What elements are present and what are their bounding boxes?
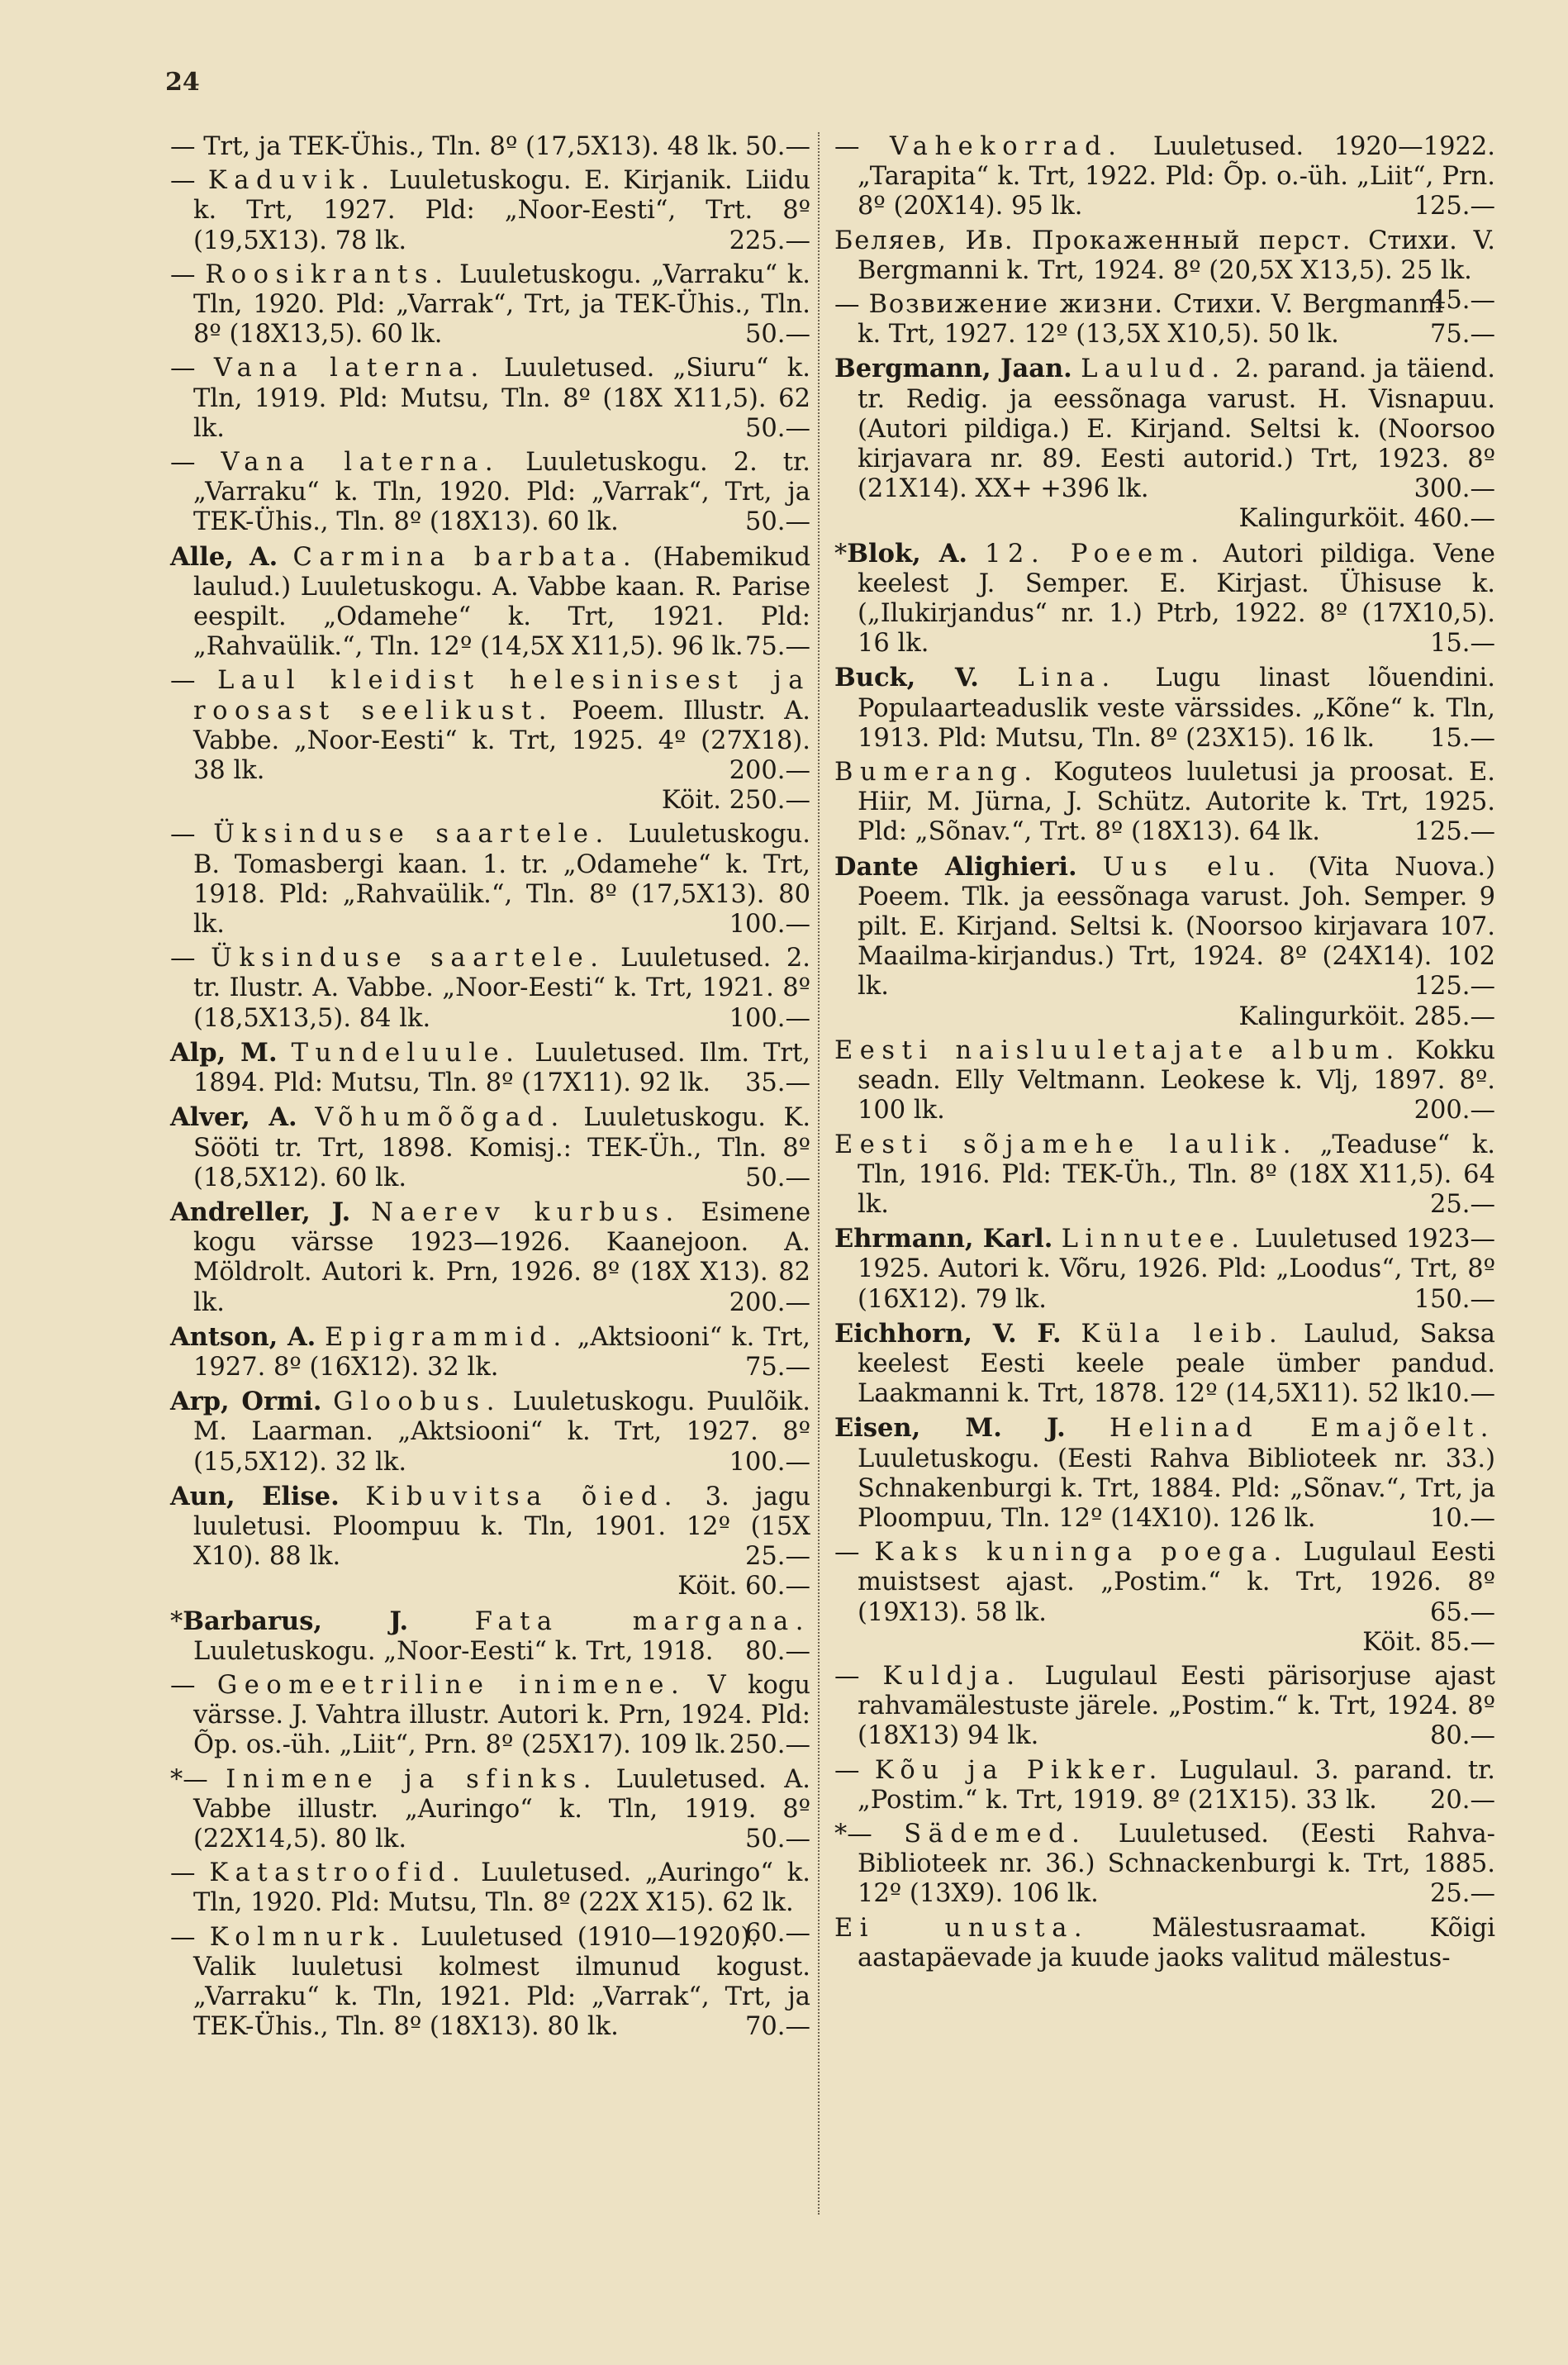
entry-price: 300.— [1414, 474, 1495, 504]
entry-price: 50.— [744, 1163, 810, 1192]
entry-text: Lugu linast lõuendini. Populaarteaduslik veste värssides. „Kõne“ k. Tln, 1913. Pld: Mutsu, Tln. 8º (23X15). 16 lk. [858, 664, 1495, 753]
bibliography-entry [170, 666, 810, 786]
dash-mark: — [834, 132, 890, 161]
entry-text: Koguteos luuletusi ja proosat. E. Hiir, M. Jürna, J. Schütz. Autorite k. Trt, 1925. Pld: „Sõnav.“, Trt. 8º (18X13). 64 lk. [858, 758, 1496, 847]
entry-title: Küla leib. [1081, 1319, 1285, 1349]
entry-title: Kaduvik. [207, 166, 377, 196]
entry-title: Vana laterna. [221, 448, 501, 478]
bibliography-entry [170, 1765, 810, 1855]
bibliography-entry [170, 1038, 810, 1098]
entry-text: Стихи. V. Bergmanni k. Trt, 1927. 12º (13,5X X10,5). 50 lk. [858, 290, 1443, 350]
bibliography-entry [170, 542, 810, 663]
entry-author: Buck, V. [834, 663, 979, 693]
bibliography-entry [170, 1197, 810, 1318]
bibliography-entry [834, 1036, 1495, 1126]
entry-price: 50.— [744, 132, 810, 161]
entry-author: Antson, A. [170, 1321, 316, 1352]
entry-price: 50.— [744, 1824, 810, 1853]
entry-price: 125.— [1414, 972, 1495, 1002]
bibliography-entry [834, 1130, 1495, 1221]
bibliography-entry [170, 448, 810, 538]
entry-price: 100.— [729, 1003, 810, 1033]
entry-text: Lugulaul. 3. parand. tr. „Postim.“ k. Trt, 1919. 8º (21X15). 33 lk. [858, 1755, 1495, 1815]
entry-text: Luuletuskogu. E. Kirjanik. Liidu k. Trt, 1927. Pld: „Noor-Eesti“, Trt. 8º (19,5X13). 78 lk. [193, 166, 810, 255]
entry-price: 80.— [744, 1636, 810, 1666]
entry-title: Katastroofid. [209, 1858, 468, 1888]
entry-price: 200.— [729, 756, 810, 786]
entry-text: Luuletused. 2. tr. Ilustr. A. Vabbe. „Noor-Eesti“ k. Trt, 1921. 8º (18,5X13,5). 84 lk. [193, 944, 810, 1033]
right-column [834, 132, 1495, 1977]
bibliography-entry [170, 1387, 810, 1478]
entry-text: Luuletuskogu. K. Sööti tr. Trt, 1898. Komisj.: TEK-Üh., Tln. 8º (18,5X12). 60 lk. [193, 1103, 811, 1192]
entry-author: Alp, M. [170, 1037, 278, 1068]
entry-title: Vana laterna. [213, 354, 486, 383]
entry-text: Luuletused. „Siuru“ k. Tln, 1919. Pld: Mutsu, Tln. 8º (18X X11,5). 62 lk. [193, 354, 810, 443]
entry-price: 50.— [744, 507, 810, 537]
dash-mark: — [834, 1661, 883, 1691]
entry-title: Kolmnurk. [209, 1922, 406, 1952]
bibliography-entry [834, 1413, 1495, 1534]
entry-author: Blok, A. [847, 538, 967, 569]
entry-binding-price: Kalingurköit. 460.— [1238, 504, 1495, 534]
bibliography-entry [834, 354, 1495, 504]
entry-title: Geomeetriline inimene. [216, 1670, 687, 1700]
dash-mark: — [170, 1922, 210, 1952]
entry-price: 80.— [1429, 1721, 1495, 1751]
entry-title: Roosikrants. [205, 259, 450, 289]
bibliography-entry [834, 1820, 1495, 1910]
asterisk-mark: * [170, 1764, 183, 1794]
entry-text: Poeem. Illustr. A. Vabbe. „Noor-Eesti“ k. Trt, 1925. 4º (27X18). 38 lk. [193, 696, 810, 786]
entry-title: Возвижение жизни. [868, 290, 1164, 320]
entry-price: 150.— [1414, 1284, 1495, 1314]
entry-price: 25.— [1429, 1189, 1495, 1219]
entry-text: Luuletuskogu. Puulõik. M. Laarman. „Aktsiooni“ k. Trt, 1927. 8º (15,5X12). 32 lk. [193, 1387, 810, 1477]
bibliography-entry [834, 1224, 1495, 1315]
entry-binding-price: Köit. 60.— [677, 1572, 810, 1601]
dash-mark: — [170, 944, 211, 973]
dash-mark: — [170, 166, 208, 196]
bibliography-entry [834, 1662, 1495, 1752]
entry-text: Luuletuskogu. 2. tr. „Varraku“ k. Tln, 1920. Pld: „Varrak“, Trt, ja TEK-Ühis., Tln. 8º (18X13). 60 lk. [193, 448, 810, 537]
entry-text: Mälestusraamat. Kõigi aastapäevade ja kuude jaoks valitud mälestus- [858, 1913, 1495, 1972]
entry-price: 100.— [729, 1447, 810, 1477]
bibliography-entry [834, 1914, 1495, 1973]
bibliography-entry [834, 1319, 1495, 1410]
entry-text: Luuletuskogu. „Noor-Eesti“ k. Trt, 1918. [193, 1636, 714, 1666]
entry-title: Sädemed. [904, 1819, 1087, 1849]
entry-text: Lugulaul Eesti muistsest ajast. „Postim.“ k. Trt, 1926. 8º (19X13). 58 lk. [858, 1538, 1495, 1627]
dash-mark: — [170, 448, 221, 478]
entry-price: 15.— [1429, 629, 1495, 659]
dash-mark: — [834, 1538, 875, 1568]
entry-author: Bergmann, Jaan. [834, 354, 1072, 384]
asterisk-mark: * [170, 1606, 183, 1636]
entry-binding-price: Köit. 250.— [661, 786, 810, 816]
entry-price: 100.— [729, 910, 810, 940]
entry-title: Uus elu. [1102, 852, 1283, 882]
column-divider [818, 132, 821, 2215]
entry-price: 65.— [1429, 1597, 1495, 1627]
entry-title: Lina. [1017, 664, 1117, 693]
dash-mark: — [170, 132, 204, 161]
entry-price: 25.— [1429, 1879, 1495, 1909]
entry-text: Trt, ja TEK-Ühis., Tln. 8º (17,5X13). 48 lk. [203, 132, 739, 161]
dash-mark: — [170, 820, 214, 849]
entry-price: 20.— [1429, 1785, 1495, 1815]
entry-text: Luuletuskogu. (Eesti Rahva Biblioteek nr. 33.) Schnakenburgi k. Trt, 1884. Pld: „Sõnav.“, Trt, ja Ploompuu, Tln. 12º (14X10). 126 lk. [858, 1444, 1495, 1533]
dash-mark: — [183, 1764, 226, 1794]
entry-text: Lugulaul Eesti pärisorjuse ajast rahvamälestuste järele. „Postim.“ k. Trt, 1924. 8º (18X13) 94 lk. [858, 1661, 1496, 1751]
entry-text: Luuletused. A. Vabbe illustr. „Auringo“ k. Tln, 1919. 8º (22X14,5). 80 lk. [193, 1764, 810, 1853]
bibliography-entry [170, 354, 810, 444]
bibliography-entry [170, 1482, 810, 1573]
entry-price: 125.— [1414, 817, 1495, 847]
entry-title: Kuldja. [882, 1661, 1022, 1691]
entry-title: Fata margana. [474, 1606, 810, 1636]
asterisk-mark: * [834, 1819, 848, 1849]
bibliography-entry [170, 1322, 810, 1382]
entry-price: 200.— [1414, 1096, 1495, 1125]
entry-title: Epigrammid. [325, 1322, 568, 1352]
entry-text: (Habemikud laulud.) Luuletuskogu. A. Vabbe kaan. R. Parise eespilt. „Odamehe“ k. Trt, 1921. Pld: „Rahvaülik.“, Tln. 12º (14,5X X11,5). 96 lk. [193, 542, 810, 662]
entry-price: 10.— [1429, 1379, 1495, 1409]
entry-author: Ehrmann, Karl. [834, 1224, 1053, 1254]
entry-price: 200.— [729, 1287, 810, 1317]
entry-author: Aun, Elise. [170, 1481, 340, 1511]
dash-mark: — [834, 1755, 875, 1785]
entry-text: Luuletused. 1920—1922. „Tarapita“ k. Trt, 1922. Pld: Õp. o.-üh. „Liit“, Prn. 8º (20X14). 95 lk. [858, 132, 1495, 221]
entry-author: Alver, A. [170, 1102, 297, 1133]
entry-title: Helinad Emajõelt. [1109, 1414, 1495, 1444]
entry-price: 250.— [729, 1730, 810, 1760]
entry-text: „Aktsiooni“ k. Trt, 1927. 8º (16X12). 32 lk. [193, 1322, 810, 1382]
entry-price: 35.— [744, 1068, 810, 1098]
entry-binding-price: Kalingurköit. 285.— [1238, 1002, 1495, 1031]
bibliography-entry [834, 1756, 1495, 1815]
entry-title: Naerev kurbus. [371, 1197, 681, 1227]
entry-author: Alle, A. [170, 541, 278, 572]
entry-title: Võhumõõgad. [315, 1103, 566, 1133]
entry-title: Tundeluule. [291, 1038, 521, 1068]
bibliography-entry [170, 944, 810, 1034]
bibliography-entry [834, 758, 1495, 848]
dash-mark: — [834, 290, 869, 320]
bibliography-entry [170, 166, 810, 256]
entry-text: Стихи. V. Bergmanni k. Trt, 1924. 8º (20,5X X13,5). 25 lk. [858, 226, 1495, 285]
entry-price: 50.— [744, 320, 810, 350]
entry-text: (Vita Nuova.) Poeem. Tlk. ja eessõnaga varust. Joh. Semper. 9 pilt. E. Kirjand. Seltsi k. (Noorsoo kirjavara 107. Maailma-kirjandus.) Trt, 1924. 8º (24X14). 102 lk. [858, 852, 1495, 1002]
asterisk-mark: * [834, 539, 848, 569]
entry-price: 225.— [729, 226, 810, 255]
dash-mark: — [170, 1858, 210, 1888]
dash-mark: — [170, 1670, 217, 1700]
entry-title: Vahekorrad. [889, 132, 1124, 161]
entry-text: Luuletused. „Auringo“ k. Tln, 1920. Pld: Mutsu, Tln. 8º (22X X15). 62 lk. [193, 1858, 810, 1918]
entry-text: Luuletuskogu. B. Tomasbergi kaan. 1. tr. „Odamehe“ k. Trt, 1918. Pld: „Rahvaülik.“, Tln. 8º (17,5X13). 80 lk. [193, 820, 810, 940]
entry-title: Bumerang. [834, 758, 1039, 788]
bibliography-entry [834, 290, 1495, 350]
entry-title: Eesti naisluuletajate album. [834, 1035, 1401, 1065]
bibliography-entry [170, 260, 810, 350]
entry-title: Ei unusta. [834, 1913, 1090, 1943]
entry-text: Luuletused. (Eesti Rahva-Biblioteek nr. 36.) Schnackenburgi k. Trt, 1885. 12º (13X9). 106 lk. [858, 1819, 1495, 1909]
entry-price: 25.— [744, 1542, 810, 1572]
entry-price: 75.— [1429, 320, 1495, 350]
dash-mark: — [170, 354, 214, 383]
dash-mark: — [170, 666, 218, 696]
entry-text: 3. jagu luuletusi. Ploompuu k. Tln, 1901. 12º (15X X10). 88 lk. [193, 1482, 810, 1572]
entry-title: Kaks kuninga poega. [874, 1538, 1289, 1568]
entry-author: Andreller, J. [170, 1197, 351, 1227]
entry-text: Luuletused 1923—1925. Autori k. Võru, 1926. Pld: „Loodus“, Trt, 8º (16X12). 79 lk. [858, 1225, 1495, 1314]
entry-title: Беляев, Ив. Прокаженный перст. [834, 226, 1352, 255]
bibliography-entry [834, 539, 1495, 659]
entry-price: 75.— [744, 1352, 810, 1382]
bibliography-entry [834, 1538, 1495, 1628]
entry-price: 125.— [1414, 192, 1495, 221]
entry-title: Inimene ja sfinks. [226, 1764, 599, 1794]
entry-title: Üksinduse saartele. [213, 820, 611, 849]
bibliography-entry [834, 132, 1495, 222]
entry-text: Luuletused. Ilm. Trt, 1894. Pld: Mutsu, Tln. 8º (17X11). 92 lk. [193, 1038, 810, 1098]
entry-text: Luuletused (1910—1920). Valik luuletusi kolmest ilmunud kogust. „Varraku“ k. Tln, 1921. Pld: „Varrak“, Trt, ja TEK-Ühis., Tln. 8º (18X13). 80 lk. [193, 1922, 810, 2042]
entry-title: Linnutee. [1061, 1225, 1247, 1254]
bibliography-entry [170, 820, 810, 940]
entry-title: Üksinduse saartele. [211, 944, 606, 973]
entry-author: Dante Alighieri. [834, 851, 1077, 882]
entry-text: Kokku seadn. Elly Veltmann. Leokese k. Vlj, 1897. 8º. 100 lk. [858, 1035, 1495, 1125]
entry-price: 75.— [744, 632, 810, 662]
entry-title: Gloobus. [333, 1387, 501, 1417]
left-column [170, 132, 810, 2046]
entry-author: Arp, Ormi. [170, 1387, 322, 1417]
entry-title: Kõu ja Pikker. [874, 1755, 1164, 1785]
bibliography-entry [170, 1606, 810, 1667]
bibliography-entry [834, 663, 1495, 754]
entry-price: 15.— [1429, 723, 1495, 753]
entry-text: Laulud, Saksa keelest Eesti keele peale ümber pandud. Laakmanni k. Trt, 1878. 12º (14,5X11). 52 lk. [858, 1319, 1495, 1409]
entry-title: Carmina barbata. [292, 542, 639, 572]
entry-text: Luuletuskogu. „Varraku“ k. Tln, 1920. Pld: „Varrak“, Trt, ja TEK-Ühis., Tln. 8º (18X13,5). 60 lk. [193, 259, 811, 350]
page-number: 24 [165, 68, 200, 97]
dash-mark: — [847, 1819, 905, 1849]
entry-text: Esimene kogu värsse 1923—1926. Kaanejoon. A. Möldrolt. Autori k. Prn, 1926. 8º (18X X13). 82 lk. [193, 1197, 810, 1317]
entry-title: Laul kleidist helesinisest ja roosast seelikust. [193, 666, 810, 726]
entry-price: 45.— [1429, 286, 1495, 316]
entry-text: V kogu värsse. J. Vahtra illustr. Autori k. Prn, 1924. Pld: Õp. os.-üh. „Liit“, Prn. 8º (25X17). 109 lk. [193, 1670, 811, 1760]
entry-text: „Teaduse“ k. Tln, 1916. Pld: TEK-Üh., Tln. 8º (18X X11,5). 64 lk. [858, 1130, 1495, 1219]
entry-price: 60.— [744, 1918, 810, 1948]
entry-text: 2. parand. ja täiend. tr. Redig. ja eessõnaga varust. H. Visnapuu. (Autori pildiga.) E. Kirjand. Seltsi k. (Noorsoo kirjavara nr. 89. Eesti autorid.) Trt, 1923. 8º (21X14). XX+ +396 lk. [858, 355, 1495, 504]
entry-title: 12. Poeem. [985, 539, 1206, 569]
entry-price: 50.— [744, 413, 810, 443]
entry-author: Eichhorn, V. F. [834, 1318, 1062, 1349]
entry-price: 70.— [744, 2012, 810, 2042]
entry-title: Kibuvitsa õied. [365, 1482, 680, 1511]
bibliography-entry [170, 1923, 810, 2043]
bibliography-entry [170, 132, 810, 162]
dash-mark: — [170, 259, 206, 289]
bibliography-entry [170, 1102, 810, 1193]
entry-title: Laulud. [1081, 355, 1227, 384]
entry-binding-price: Köit. 85.— [1362, 1627, 1495, 1657]
entry-author: Barbarus, J. [183, 1606, 409, 1636]
entry-title: Eesti sõjamehe laulik. [834, 1130, 1298, 1159]
entry-author: Eisen, M. J. [834, 1413, 1066, 1444]
entry-price: 10.— [1429, 1503, 1495, 1533]
bibliography-entry [834, 852, 1495, 1002]
bibliography-entry [170, 1671, 810, 1761]
entry-text: Autori pildiga. Vene keelest J. Semper. E. Kirjast. Ühisuse k. („Ilukirjandus“ nr. 1.) Ptrb, 1922. 8º (17X10,5). 16 lk. [858, 539, 1495, 659]
